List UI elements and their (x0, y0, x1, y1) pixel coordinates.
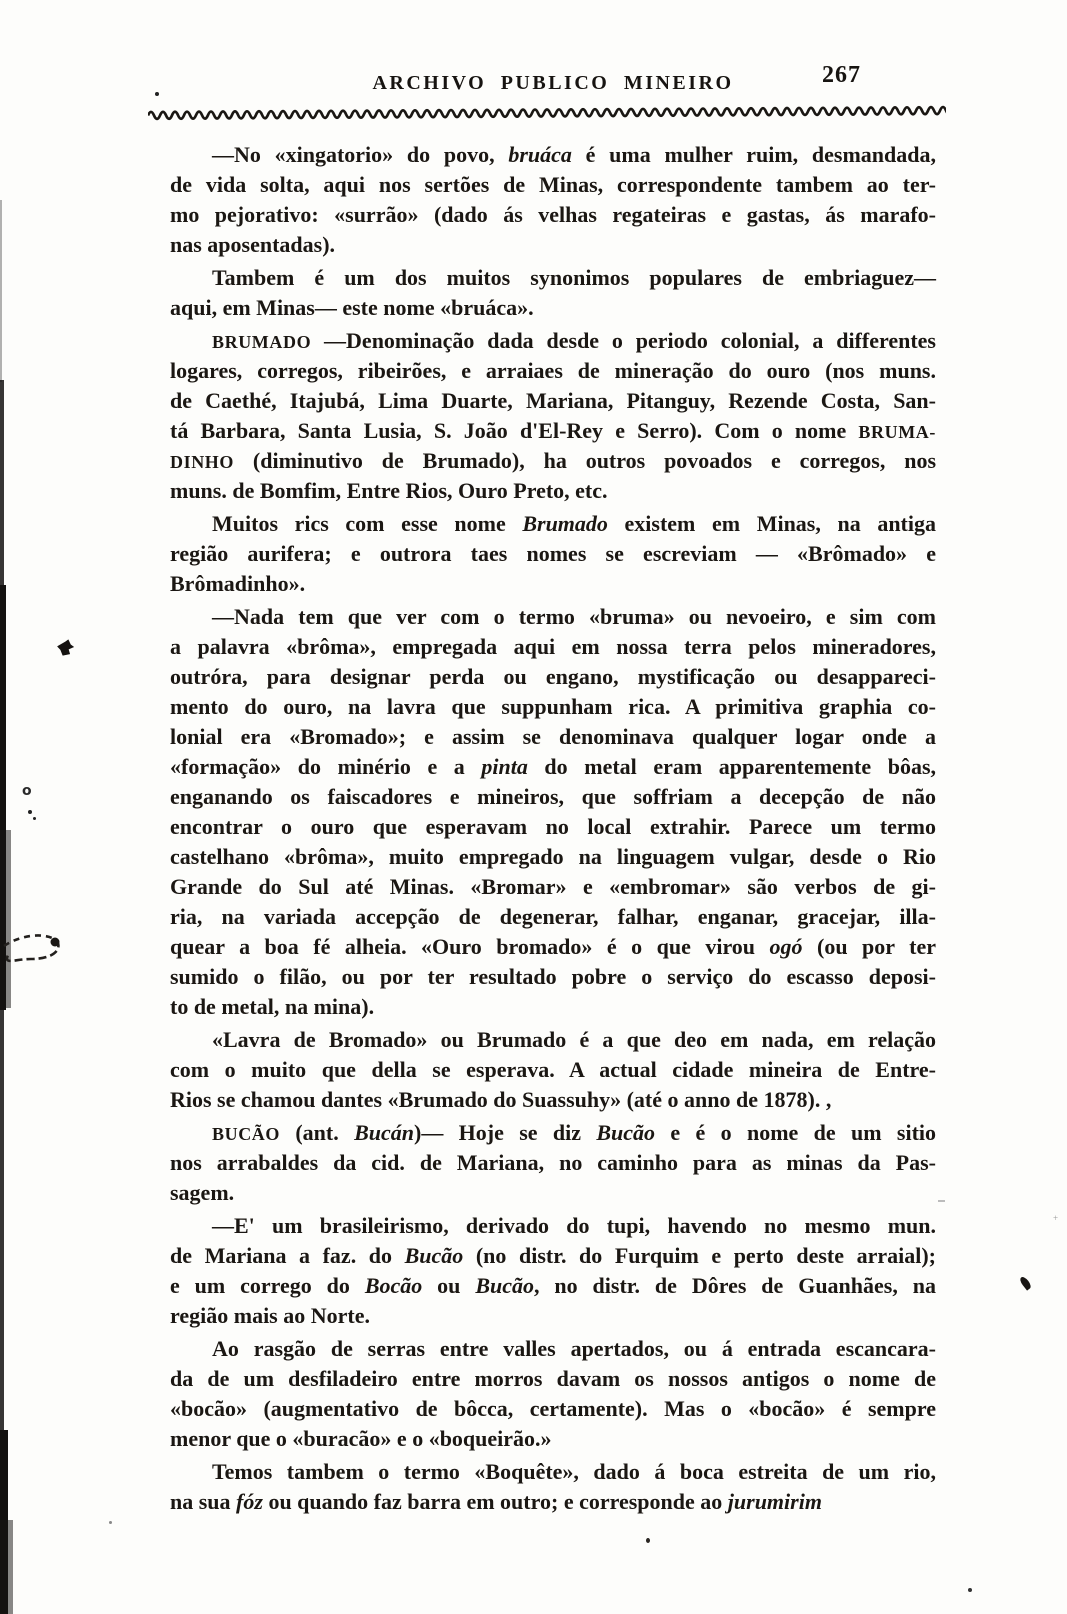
paragraph (170, 1211, 936, 1331)
text-line: de vida solta, aqui nos sertões de Minas, correspondente tambem ao ter- (170, 172, 936, 197)
text-line: nas aposentadas). (170, 232, 336, 257)
paragraph (170, 1334, 936, 1454)
text-line: na sua fóz ou quando faz barra em outro; e corresponde ao jurumirim (170, 1489, 822, 1514)
text-line: «formação» do minério e a pinta do metal eram apparentemente bôas, (170, 754, 937, 779)
text-line: Temos tambem o termo «Boquête», dado á boca estreita de um rio, (212, 1459, 936, 1484)
text-line: Ao rasgão de serras entre valles apertados, ou á entrada escancara- (212, 1336, 936, 1361)
text-line: a palavra «brôma», empregada aqui em nossa terra pelos mineradores, (170, 634, 936, 659)
text-line: BRUMADO —Denominação dada desde o periodo colonial, a differentes (212, 328, 936, 353)
stray-dot (155, 92, 159, 96)
paragraph (170, 263, 936, 323)
text-line: Rios se chamou dantes «Brumado do Suassuhy» (até o anno de 1878). , (170, 1087, 832, 1112)
text-line: —No «xingatorio» do povo, bruáca é uma mulher ruim, desmandada, (212, 142, 936, 167)
paragraph (170, 1118, 936, 1208)
scan-speck (968, 1588, 972, 1592)
paragraph (170, 509, 936, 599)
text-line: nos arrabaldes da cid. de Mariana, no caminho para as minas da Pas- (170, 1150, 936, 1175)
text-line: da de um desfiladeiro entre morros davam os nossos antigos o nome de (170, 1366, 936, 1391)
text-column (170, 140, 936, 1520)
text-line: —Nada tem que ver com o termo «bruma» ou nevoeiro, e sim com (212, 604, 936, 629)
handwritten-scribble (0, 928, 82, 984)
margin-dot (28, 810, 32, 814)
text-line: outróra, para designar perda ou engano, mystificação ou desappareci- (170, 664, 936, 689)
text-line: região mais ao Norte. (170, 1303, 370, 1328)
page-edge-shadow (0, 200, 2, 382)
text-line: DINHO (diminutivo de Brumado), ha outros povoados e corregos, nos (170, 448, 936, 473)
paragraph (170, 326, 936, 506)
text-line: «Lavra de Bromado» ou Brumado é a que deo em nada, em relação (212, 1027, 936, 1052)
page-edge-shadow (0, 1008, 4, 1432)
text-line: to de metal, na mina). (170, 994, 375, 1019)
margin-dot (33, 817, 36, 820)
text-line: lonial era «Bromado»; e assim se denominava qualquer logar onde a (170, 724, 936, 749)
text-line: muns. de Bomfim, Entre Rios, Ouro Preto, etc. (170, 478, 608, 503)
text-line: ria, na variada accepção de degenerar, falhar, enganar, gracejar, illa- (170, 904, 936, 929)
ink-blot-mark (56, 638, 75, 657)
scan-speck (938, 1200, 945, 1202)
text-line: tá Barbara, Santa Lusia, S. João d'El-Rey e Serro). Com o nome BRUMA- (170, 418, 936, 443)
text-line: —E' um brasileirismo, derivado do tupi, havendo no mesmo mun. (212, 1213, 936, 1238)
scan-speck (109, 1521, 112, 1524)
page-edge-shadow (0, 380, 4, 586)
stray-dot (646, 1538, 650, 1543)
text-line: de Caethé, Itajubá, Lima Duarte, Mariana, Pitanguy, Rezende Costa, San- (170, 388, 936, 413)
text-line: quear a boa fé alheia. «Ouro bromado» é o que virou ogó (ou por ter (170, 934, 936, 959)
text-line: castelhano «brôma», muito empregado na linguagem vulgar, desde o Rio (170, 844, 936, 869)
text-line: Brômadinho». (170, 571, 306, 596)
text-line: mento do ouro, na lavra que suppunham rica. A primitiva graphia co- (170, 694, 936, 719)
text-line: Grande do Sul até Minas. «Bromar» e «embromar» são verbos de gi- (170, 874, 936, 899)
text-line: BUCÃO (ant. Bucán)— Hoje se diz Bucão e é o nome de um sitio (212, 1120, 937, 1145)
wavy-rule-divider (148, 101, 946, 122)
text-line: de Mariana a faz. do Bucão (no distr. do Furquim e perto deste arraial); (170, 1243, 936, 1268)
text-line: enganando os faiscadores e mineiros, que soffriam a decepção de não (170, 784, 936, 809)
paragraph (170, 1025, 936, 1115)
paragraph (170, 140, 936, 260)
text-line: com o muito que della se esperava. A actual cidade mineira de Entre- (170, 1057, 936, 1082)
text-line: e um corrego do Bocão ou Bucão, no distr. de Dôres de Guanhães, na (170, 1273, 936, 1298)
handwritten-margin-letter: o (22, 783, 32, 799)
scan-speck: + (1053, 1213, 1059, 1223)
paragraph (170, 602, 936, 1022)
text-line: aqui, em Minas— este nome «bruáca». (170, 295, 534, 320)
paragraph (170, 1457, 936, 1517)
stray-comma-mark (1018, 1275, 1032, 1290)
running-head-title: ARCHIVO PUBLICO MINEIRO (372, 72, 734, 94)
text-line: sagem. (170, 1180, 235, 1205)
page-number: 267 (822, 62, 861, 88)
text-line: Muitos rics com esse nome Brumado existem em Minas, na antiga (212, 511, 936, 536)
text-line: região aurifera; e outrora taes nomes se escreviam — «Brômado» e (170, 541, 936, 566)
text-line: logares, corregos, ribeirões, e arraiaes de mineração do ouro (nos muns. (170, 358, 936, 383)
text-line: sumido o filão, ou por ter resultado pobre o serviço do escasso deposi- (170, 964, 936, 989)
text-line: encontrar o ouro que esperavam no local extrahir. Parece um termo (170, 814, 936, 839)
text-line: mo pejorativo: «surrão» (dado ás velhas regateiras e gastas, ás marafo- (170, 202, 936, 227)
text-line: Tambem é um dos muitos synonimos populares de embriaguez— (212, 265, 936, 290)
text-line: menor que o «buracão» e o «boqueirão.» (170, 1426, 552, 1451)
page-edge-shadow (0, 1520, 13, 1614)
text-line: «bocão» (augmentativo de bôcca, certamente). Mas o «bocão» é sempre (170, 1396, 936, 1421)
